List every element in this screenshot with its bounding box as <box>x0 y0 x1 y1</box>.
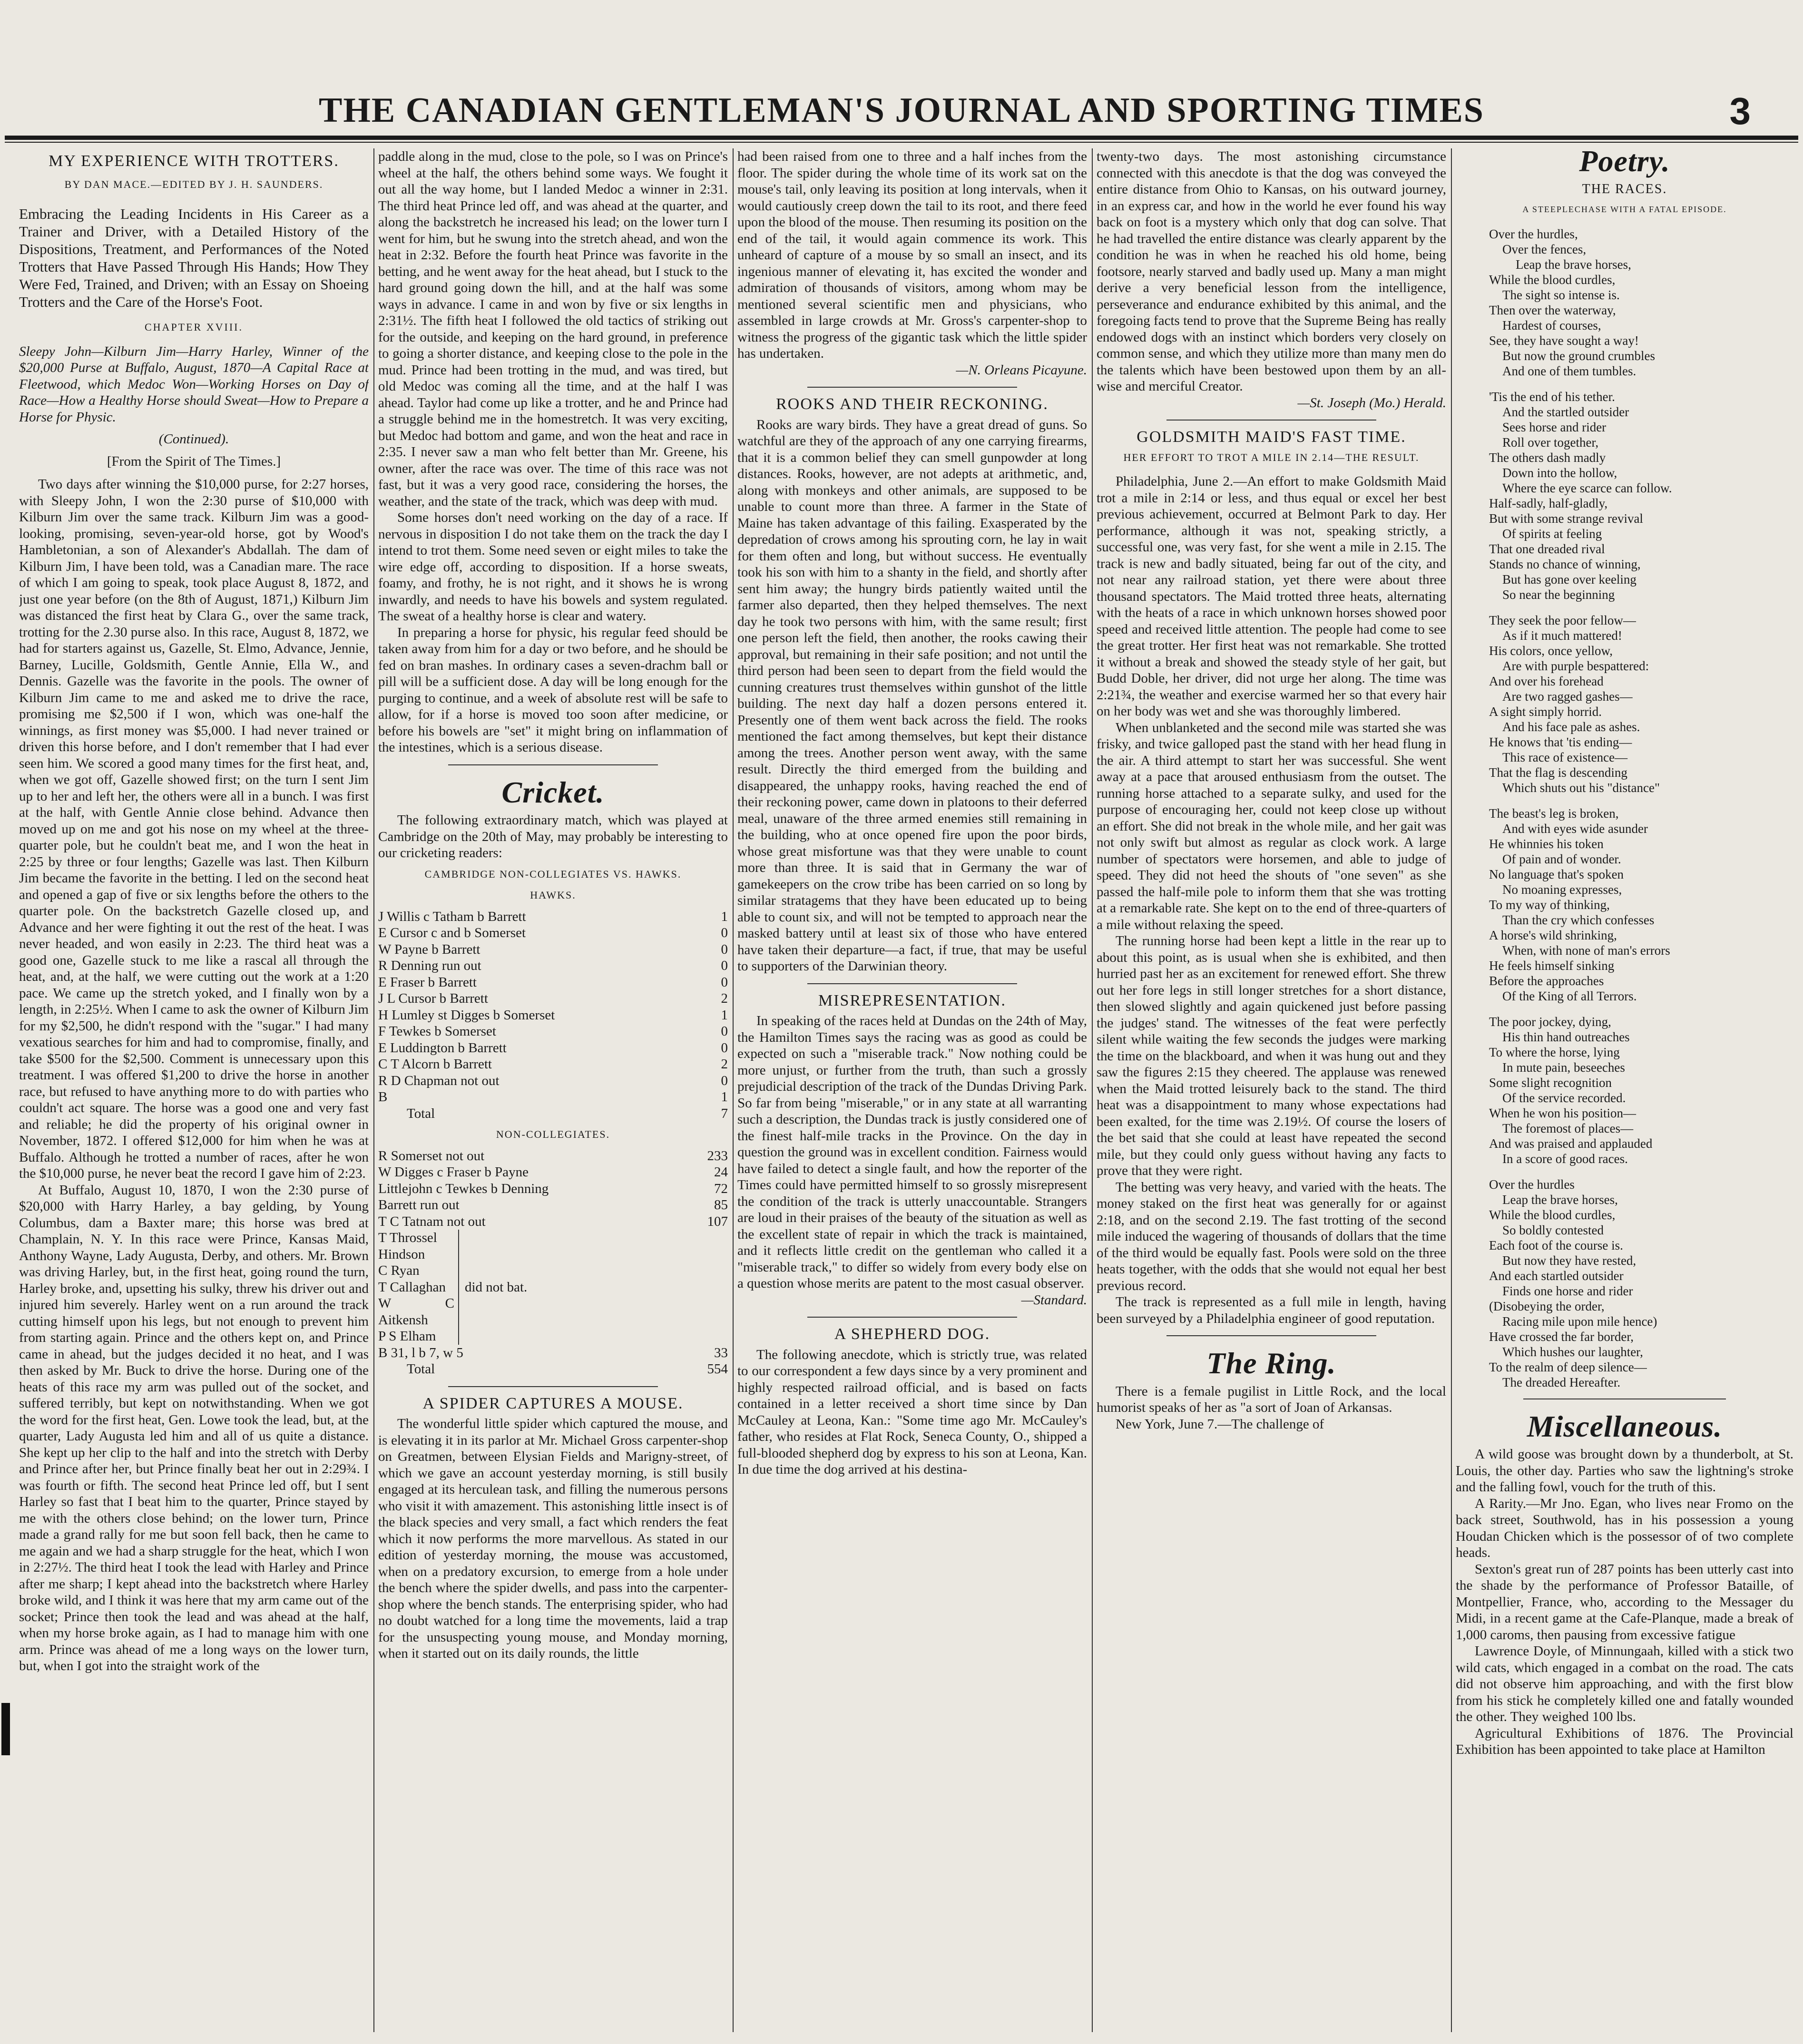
article-headline: A SPIDER CAPTURES A MOUSE. <box>422 1394 684 1412</box>
column-divider <box>1451 148 1452 2032</box>
scorecard-row <box>378 1148 728 1164</box>
article-headline: ROOKS AND THEIR RECKONING. <box>776 395 1048 413</box>
poem-line: Down into the hollow, <box>1502 465 1617 480</box>
poem-line: Of the King of all Terrors. <box>1502 988 1637 1003</box>
batter-score: 2 <box>721 1056 728 1072</box>
poem-line: Leap the brave horses, <box>1516 257 1631 272</box>
scorecard-total <box>378 1105 728 1122</box>
did-not-bat-names <box>378 1230 459 1345</box>
total-label: Total <box>407 1361 435 1377</box>
poem-line: Over the fences, <box>1502 242 1587 256</box>
scorecard-row <box>378 909 728 925</box>
scorecard-row <box>378 974 728 991</box>
did-not-bat-block <box>378 1230 728 1345</box>
batter-score: 24 <box>714 1164 728 1180</box>
poem-line: And his face pale as ashes. <box>1502 719 1640 734</box>
batter-name: W Payne b Barrett <box>378 941 480 957</box>
chapter-summary: Sleepy John—Kilburn Jim—Harry Harley, Winner of the $20,000 Purse at Buffalo, August, 1870—A Capital Race at Fleetwood, which Medoc Won—Working Horses on Day of Race—How a Healthy Horse should Sweat—How to Prepare a Horse for Physic. <box>19 343 369 425</box>
poem-line: The beast's leg is broken, <box>1489 806 1619 821</box>
scorecard-row <box>378 1040 728 1056</box>
paragraph: New York, June 7.—The challenge of <box>1116 1416 1324 1432</box>
poem-line: That the flag is descending <box>1489 765 1627 780</box>
batter-name: J L Cursor b Barrett <box>378 991 488 1006</box>
scorecard-row <box>378 1056 728 1073</box>
continued-note: (Continued). <box>158 431 229 447</box>
poem-title: THE RACES. <box>1582 181 1667 196</box>
team-title: HAWKS. <box>530 889 576 901</box>
poem-line: But has gone over keeling <box>1502 572 1636 587</box>
poem-line: Over the hurdles, <box>1489 226 1578 241</box>
byline: BY DAN MACE.—EDITED BY J. H. SAUNDERS. <box>64 178 323 190</box>
batter-score: 72 <box>714 1181 728 1196</box>
poem-line: He feels himself sinking <box>1489 958 1615 973</box>
batter-score: 33 <box>714 1345 728 1360</box>
poem-body <box>1456 226 1793 1390</box>
did-not-bat-label: did not bat. <box>465 1279 528 1295</box>
poem-line: See, they have sought a way! <box>1489 333 1639 348</box>
poem-line: Are with purple bespattered: <box>1502 658 1649 673</box>
article-headline: A SHEPHERD DOG. <box>834 1325 990 1343</box>
masthead-rule <box>5 136 1798 140</box>
poem-line: This race of existence— <box>1502 750 1628 764</box>
column-4 <box>1097 148 1446 2032</box>
did-not-bat-name: T Callaghan <box>378 1279 446 1295</box>
poem-line: Over the hurdles <box>1489 1177 1575 1192</box>
column-1 <box>19 148 369 2032</box>
poem-line: Of spirits at feeling <box>1502 526 1602 541</box>
stanza-break <box>1489 795 1793 806</box>
source-note: [From the Spirit of The Times.] <box>107 453 281 469</box>
scorecard-row <box>378 1023 728 1040</box>
poem-line: In mute pain, beseeches <box>1502 1060 1625 1075</box>
scan-margin-mark <box>1 1703 10 1755</box>
poem-line: To the realm of deep silence— <box>1489 1359 1647 1374</box>
chapter-heading: CHAPTER XVIII. <box>145 321 243 333</box>
batter-name: E Luddington b Barrett <box>378 1040 507 1056</box>
paragraph: At Buffalo, August 10, 1870, I won the 2:30 purse of $20,000 with Harry Harley, a bay gelding, by Young Columbus, dam a Baxter mare; this horse was bred at Champlain, N. Y. In this race were Prince, Kansas Maid, Anthony Wayne, Lady Augusta, Derby, and others. Mr. Brown was driving Harley, but, in the first heat, going round the turn, Harley broke, and, upsetting his sulky, threw his driver out and injured him severely. Harley went on a run around the track cutting himself upon his legs, but not enough to prevent him from starting again. Prince and the others kept on, and Prince came in ahead, but the judges decided it no heat, and I was then asked by Mr. Buck to drive the horse. During one of the heats of this race my arm was pulled out of the socket, and suffered terribly, but kept on notwithstanding. When we got the word for the first heat, Gen. Lowe took the lead, but, at the quarter, Lady Augusta led him and all of us quite a distance. She kept up her clip to the half and into the stretch with Derby and Prince after her, but Prince finally beat her out in 2:29¾. I was fourth or fifth. The second heat Prince led off, but I sent Harley so fast that I beat him to the quarter, Prince stayed by me with the others close behind; on the lower turn, Prince made a grand rally for me but soon fell back, then he came to me again and we had a sharp struggle for the heat, which I won in 2:27½. The third heat I took the lead with Harley and Prince after me sharp; I kept ahead into the backstretch where Harley broke wild, and I think it was here that my arm came out of the socket; Prince then took the lead and was ahead at the half, when my horse broke again, as I had to manage him with one arm. Prince was ahead of me a long ways on the lower turn, but, when I got into the straight work of the <box>19 1182 369 1673</box>
poem-line: But now they have rested, <box>1502 1253 1636 1268</box>
poem-line: When he won his position— <box>1489 1105 1636 1120</box>
batter-score: 85 <box>714 1197 728 1213</box>
poem-line: While the blood curdles, <box>1489 272 1616 287</box>
poem-line: And each startled outsider <box>1489 1268 1624 1283</box>
batter-score: 0 <box>721 1073 728 1088</box>
batter-name: J Willis c Tatham b Barrett <box>378 909 526 924</box>
poem-line: The dreaded Hereafter. <box>1502 1375 1621 1389</box>
paragraph: The following anecdote, which is strictly true, was related to our correspondent a few days since by a very prominent and highly respected railroad official, and is based on facts contained in a letter received a short time since by Dan McCauley at Leona, Kan.: "Some time ago Mr. McCauley's father, who resides at Flat Rock, Seneca County, O., shipped a full-blooded shepherd dog by express to his son at Leona, Kan. In due time the dog arrived at his destina- <box>737 1347 1087 1477</box>
section-rule <box>807 983 1017 984</box>
scorecard-row <box>378 1213 728 1230</box>
poem-line: Where the eye scarce can follow. <box>1502 480 1672 495</box>
paragraph: Rooks are wary birds. They have a great dread of guns. So watchful are they of the approach of any one carrying firearms, that it is a common belief they can smell gunpowder at long distances. Rooks, however, are not adepts at arithmetic, and, along with monkeys and other animals, are supposed to be unable to count more than three. A farmer in the State of Maine has taken advantage of this failing. Exasperated by the depredation of crows among his sprouting corn, he lay in wait for them often and long, but without success. He eventually took his son with him to a shanty in the field, and shortly after sent him away; the hungry birds patiently waited until the farmer also departed, then they helped themselves. The next day he took two persons with him, with the same result; first one person left the field, then another, the rooks cawing their approval, but remaining in their safe position; and not until the third person had been seen to depart from the field would the cunning creatures trust themselves within gunshot of the little building. The next day half a dozen persons entered it. Presently one of them went back across the field. The rooks mentioned the fact among themselves, but kept their distance among the trees. Another person went away, with the same result. Directly the third emerged from the building and disappeared, the unhappy rooks, having reached the end of their reckoning power, came down in platoons to their deferred meal, unaware of the three armed enemies still remaining in the building, who at once opened fire upon the poor birds, whose great misfortune was that they were unable to count more than three. It is said that in Germany the war of gamekeepers on the crow tribe has been carried on so long by similar stratagems that they have been educated up to being able to count six, and will not be tempted to approach near the masked battery until at least six of those who have entered have taken their departure—a fact, if true, that may be useful to supporters of the Darwinian theory. <box>737 417 1087 974</box>
batter-name: C T Alcorn b Barrett <box>378 1056 492 1072</box>
scorecard-row <box>378 1197 728 1213</box>
batter-name: F Tewkes b Somerset <box>378 1024 496 1039</box>
poem-line: To where the horse, lying <box>1489 1045 1620 1059</box>
paragraph: The track is represented as a full mile in length, having been surveyed by a Philadelphia engineer of good reputation. <box>1097 1294 1446 1326</box>
paragraph: The running horse had been kept a little in the rear up to about this point, as is usual when she is exhibited, and then hurried past her as an excitement for renewed effort. She threw out her fore legs in still longer stretches for a short distance, then slowed slightly and again quickened just before passing the judges' stand. The witnesses of the feat were perfectly silent while waiting the few seconds the judges were marking the time on the blackboard, and when it was hung out and they saw the figures 2:15 they cheered. The applause was renewed when the Maid trotted leisurely back to the stand. The third heat was a disappointment to many whose expectations had been exalted, for the time was 2.19½. Of course the losers of the bet said that she could at least have repeated the second mile, but they could only guess without having any facts to prove that they were right. <box>1097 933 1446 1178</box>
scorecard-hawks <box>378 909 728 1105</box>
total-value: 554 <box>707 1361 728 1377</box>
batter-name: B 31, l b 7, w 5 <box>378 1345 463 1360</box>
poem-line: Which shuts out his "distance" <box>1502 780 1660 795</box>
batter-score: 2 <box>721 991 728 1006</box>
poem-line: Which hushes our laughter, <box>1502 1344 1643 1359</box>
paragraph: Agricultural Exhibitions of 1876. The Provincial Exhibition has been appointed to take place at Hamilton <box>1456 1725 1793 1757</box>
poem-line: Then over the waterway, <box>1489 303 1616 317</box>
poem-line: And was praised and applauded <box>1489 1136 1653 1151</box>
paragraph: Lawrence Doyle, of Minnungaah, killed with a stick two wild cats, which engaged in a combat on the road. The cats did not observe him approaching, and with the first blow from his stick he completely killed one and fatally wounded the other. They weighed 100 lbs. <box>1456 1643 1793 1724</box>
paragraph: The following extraordinary match, which was played at Cambridge on the 20th of May, may probably be interesting to our cricketing readers: <box>378 812 728 861</box>
did-not-bat-name: C Ryan <box>378 1263 420 1278</box>
poem-subtitle: A STEEPLECHASE WITH A FATAL EPISODE. <box>1522 205 1727 214</box>
paragraph: A wild goose was brought down by a thunderbolt, at St. Louis, the other day. Parties who saw the lightning's stroke and the falling fowl, vouch for the truth of this. <box>1456 1447 1793 1495</box>
poem-line: His colors, once yellow, <box>1489 643 1613 658</box>
credit-line: —St. Joseph (Mo.) Herald. <box>1297 395 1446 411</box>
poem-line: Sees horse and rider <box>1502 420 1607 434</box>
poem-line: Half-sadly, half-gladly, <box>1489 496 1608 510</box>
batter-name: H Lumley st Digges b Somerset <box>378 1007 555 1023</box>
batter-score: 0 <box>721 925 728 940</box>
poem-line: Than the cry which confesses <box>1502 912 1655 927</box>
did-not-bat-name: Hindson <box>378 1246 425 1262</box>
poem-line: (Disobeying the order, <box>1489 1299 1605 1313</box>
poem-line: Roll over together, <box>1502 435 1599 450</box>
poem-line: And the startled outsider <box>1502 404 1629 419</box>
poem-line: Leap the brave horses, <box>1502 1192 1618 1207</box>
batter-name: T C Tatnam not out <box>378 1213 486 1229</box>
column-divider <box>1092 148 1093 2032</box>
batter-score: 0 <box>721 1024 728 1039</box>
poem-line: Hardest of courses, <box>1502 318 1601 333</box>
poem-line: Racing mile upon mile hence) <box>1502 1314 1657 1329</box>
scorecard-row <box>378 941 728 958</box>
article-subhead: HER EFFORT TO TROT A MILE IN 2.14—THE RESULT. <box>1123 451 1420 463</box>
batter-score: 1 <box>721 1089 728 1105</box>
section-rule <box>1166 1335 1376 1336</box>
poem-line: The foremost of places— <box>1502 1121 1634 1135</box>
total-value: 7 <box>721 1105 728 1121</box>
article-intro: Embracing the Leading Incidents in His Career as a Trainer and Driver, with a Detailed History of the Dispositions, Treatment, and Performances of the Noted Trotters that Have Passed Through His Hands; How They Were Fed, Trained, and Driven; with an Essay on Shoeing Trotters and the Care of the Horse's Foot. <box>19 205 369 310</box>
paragraph: Sexton's great run of 287 points has been utterly cast into the shade by the performance of Professor Bataille, of Montpellier, France, who, according to the Messager du Midi, in a recent game at the Cafe-Planque, made a break of 1,000 caroms, then pausing from excessive fatigue <box>1456 1561 1793 1643</box>
stanza-break <box>1489 379 1793 389</box>
stanza-break <box>1489 1004 1793 1014</box>
column-3 <box>737 148 1087 2032</box>
paragraph: had been raised from one to three and a half inches from the floor. The spider during the whole time of its work sat on the mouse's tail, only leaving its position at long intervals, when it would cautiously creep down the tail to its root, and there feed upon the blood of the mouse. Then resuming its position on the end of the tail, it would again commence its work. This unheard of capture of a mouse by so small an insect, and its ingenious manner of elevating it, has excited the wonder and admiration of thousands of visitors, among whom may be mentioned several scientific men and physicians, who assembled in large crowds at Mr. Gross's carpenter-shop to witness the progress of the gigantic task which the little spider has undertaken. <box>737 149 1087 361</box>
match-title: CAMBRIDGE NON-COLLEGIATES VS. HAWKS. <box>424 868 682 880</box>
paragraph: There is a female pugilist in Little Rock, and the local humorist speaks of her as "a sort of Joan of Arkansas. <box>1097 1383 1446 1415</box>
poem-line: And one of them tumbles. <box>1502 363 1636 378</box>
poem-line: Of the service recorded. <box>1502 1090 1626 1105</box>
paragraph: Some horses don't need working on the day of a race. If nervous in disposition I do not take them on the track the day I intend to trot them. Some need seven or eight miles to take the wire edge off, according to disposition. If a horse sweats, foamy, and frothy, he is not right, and it shows he is wrong inwardly, and needs to have his bowels and system regulated. The sweat of a healthy horse is clear and watery. <box>378 510 728 624</box>
scorecard-row <box>378 1164 728 1181</box>
credit-line: —Standard. <box>1021 1292 1087 1308</box>
scorecard-row <box>378 1073 728 1089</box>
scorecard-row <box>378 958 728 974</box>
poem-line: In a score of good races. <box>1502 1151 1628 1166</box>
stanza-break <box>1489 602 1793 613</box>
poem-line: They seek the poor fellow— <box>1489 613 1636 627</box>
scorecard-row <box>378 925 728 941</box>
article-headline: MY EXPERIENCE WITH TROTTERS. <box>49 152 339 170</box>
poem-line: No language that's spoken <box>1489 867 1624 881</box>
poem-line: A sight simply horrid. <box>1489 704 1602 719</box>
poem-line: Have crossed the far border, <box>1489 1329 1634 1344</box>
paragraph: The wonderful little spider which captured the mouse, and is elevating it in its parlor at Mr. Michael Gross carpenter-shop on Greatmen, between Elysian Fields and Marigny-street, of which we gave an account yesterday morning, is still busily engaged at its herculean task, and filling the numerous persons who visit it with amazement. This astonishing little insect is of the black species and very small, a fact which renders the feat which it now performs the more marvellous. As stated in our edition of yesterday morning, the mouse was accustomed, when on a predatory excursion, to emerge from a hole under the bench where the spider dwells, and pass into the carpenter-shop where the bench stands. The enterprising spider, who had no doubt watched for a long time the movements, laid a trap for the unsuspecting young mouse, and Monday morning, when it started out on its daily rounds, the little <box>378 1416 728 1661</box>
poem-line: Stands no chance of winning, <box>1489 557 1641 571</box>
batter-score: 1 <box>721 909 728 924</box>
paragraph: twenty-two days. The most astonishing circumstance connected with this anecdote is that the dog was conveyed the entire distance from Ohio to Kansas, on his outward journey, in an express car, and how in the world he ever found his way back on foot is a mystery which only that dog can solve. That he had travelled the entire distance was clearly apparent by the condition he was in when he reached his old home, being footsore, nearly starved and badly used up. Many a man might derive a very beneficial lesson from the intelligence, perseverance and endurance exhibited by this animal, and the foregoing facts tend to prove that the Supreme Being has really endowed dogs with an instinct which borders very closely on common sense, and which they utilize more than many men do the talents which have been bestowed upon them by an all-wise and merciful Creator. <box>1097 149 1446 394</box>
column-2 <box>378 148 728 2032</box>
scorecard-noncollegiates <box>378 1148 728 1230</box>
poem-line: But now the ground crumbles <box>1502 348 1655 363</box>
poem-line: To my way of thinking, <box>1489 897 1610 912</box>
batter-score: 107 <box>707 1213 728 1229</box>
poem-line: Are two ragged gashes— <box>1502 689 1633 704</box>
poem-line: His thin hand outreaches <box>1502 1029 1630 1044</box>
poem-line: Before the approaches <box>1489 973 1604 988</box>
poem-line: 'Tis the end of his tether. <box>1489 389 1615 404</box>
article-headline: GOLDSMITH MAID'S FAST TIME. <box>1137 428 1406 446</box>
did-not-bat-name: T Throssel <box>378 1230 437 1245</box>
scorecard-total <box>378 1361 728 1378</box>
batter-name: R Denning run out <box>378 958 481 973</box>
section-rule <box>1166 420 1376 421</box>
batter-score: 0 <box>721 1040 728 1056</box>
poem-line: And over his forehead <box>1489 674 1604 688</box>
masthead-rule-thin <box>5 142 1798 143</box>
scorecard-row <box>378 1345 728 1361</box>
stanza-break <box>1489 1166 1793 1177</box>
poem-line: The others dash madly <box>1489 450 1606 465</box>
poem-line: The poor jockey, dying, <box>1489 1014 1611 1029</box>
poem-line: So boldly contested <box>1502 1222 1604 1237</box>
paragraph: In speaking of the races held at Dundas on the 24th of May, the Hamilton Times says the racing was as good as could be expected on such a "miserable track." Now nothing could be more unjust, or further from the truth, than such a grossly prejudicial description of the track of the Dundas Driving Park. So far from being "miserable," or in any state at all warranting such a description, the Dundas track is justly considered one of the finest half-mile tracks in the Province. On the day in question the ground was in excellent condition. Fairness would have failed to detect a single fault, and how the reporter of the Times could have permitted himself to so grossly misrepresent the condition of the track is utterly unaccountable. Strangers are loud in their praises of the beauty of the situation as well as the excellent state of repair in which the track is maintained, and it reflects little credit on the gentleman who called it a "miserable track," to differ so widely from every body else on a question whose merits are patent to the most casual observer. <box>737 1013 1087 1291</box>
batter-name: W Digges c Fraser b Payne <box>378 1164 529 1180</box>
paragraph: In preparing a horse for physic, his regular feed should be taken away from him for a day or two before, and he should be fed on bran mashes. In ordinary cases a seven-drachm ball or pill will be a sufficient dose. A day will be long enough for the purging to continue, and a week of absolute rest will be safe to allow, for if a horse is moved too soon after medicine, or before his bowels are "set" it might bring on inflammation of the intestines, which is a serious disease. <box>378 625 728 755</box>
poem-line: Each foot of the course is. <box>1489 1238 1623 1252</box>
section-rule <box>448 1386 658 1387</box>
article-headline: MISREPRESENTATION. <box>818 991 1007 1009</box>
did-not-bat-name: W C Aitkensh <box>378 1296 454 1328</box>
page-number: 3 <box>1729 90 1751 132</box>
column-divider <box>733 148 734 2032</box>
batter-name: R Somerset not out <box>378 1148 485 1164</box>
poem-line: No moaning expresses, <box>1502 882 1622 897</box>
paragraph: Two days after winning the $10,000 purse, for 2:27 horses, with Sleepy John, I won the 2:30 purse of $10,000 with Kilburn Jim over the same track. Kilburn Jim was a good-looking, promising, seven-year-old horse, got by Wood's Hambletonian, a son of Alexander's Abdallah. The dam of Kilburn Jim, I have been told, was a Canadian mare. The race of which I am going to speak, took place August 8, 1872, and just one year before (on the 8th of August, 1871,) Kilburn Jim was distanced the first heat by Clara G., over the same track, trotting for the 2.30 purse also. In this race, August 8, 1872, we had for starters against us, Gazelle, St. Elmo, Advance, Jennie, Barney, Lucille, Goldsmith, Gentle Annie, Ella W., and Dennis. Gazelle was the favorite in the pools. The owner of Kilburn Jim came to me and asked me to drive the race, promising me $2,500 if I won, which was one-half the winnings, as first money was $5,000. I had never trained or driven this horse before, and I don't remember that I had ever seen him. We scored a good many times for the first heat, and, when we got off, Gazelle showed first; on the turn I sent Jim up to her and left her, the others were all in a bunch. I was first at the half, with Gentle Annie close behind. Advance then moved up on me and got his nose on my wheel at the three-quarter pole, but he couldn't beat me, and I won the heat in 2:25 by three or four lengths; Gazelle was last. Then Kilburn Jim became the favorite in the betting. I led on the second heat and opened a gap of five or six lengths before the others to the quarter pole. On the backstretch Gazelle closed up, and Advance and her were fighting it out the rest of the heat. I was never headed, and won easily in 2:23. The third heat was a good one, Gazelle stuck to me like a rascal all through the heat, and, at the half, we were cutting out the work at a 1:20 pace. We came up the stretch yoked, and I finally won by a length, in 2:25½. When I came to ask the owner of Kilburn Jim for my $2,500, he didn't respond with the "sugar." I had many vexatious searches for him and had to compromise, finally, and take $500 for the $2,500. Comment is unnecessary upon this treatment. I was offered $1,200 to drive the horse in another race, but refused to have anything more to do with parties who couldn't act square. The horse was a good one and very fast and reliable; he did the property of his original owner in November, 1872. I offered $12,000 for him when he was at Buffalo. Although he trotted a number of races, after he won the $10,000 purse, he never beat the record I gave him of 2:23. <box>19 477 369 1181</box>
paragraph: Philadelphia, June 2.—An effort to make Goldsmith Maid trot a mile in 2:14 or less, and thus equal or excel her best previous achievement, occurred at Belmont Park to day. Her performance, although it was not, speaking strictly, a successful one, was very fast, for she went a mile in 2.15. The track is new and badly situated, being far out of the city, and not near any railroad station, yet there were about three thousand spectators. The Maid trotted three heats, alternating with the heats of a race in which unknown horses showed poor speed and received little attention. The people had come to see the great trotter. Her first heat was not remarkable. She trotted it without a break and showed the steady style of her gait, but Budd Doble, her driver, did not urge her along. The time was 2:21¾, the weather and exercise warmed her so that every hair on her body was wet and she was thoroughly limbered. <box>1097 474 1446 719</box>
batter-score: 1 <box>721 1007 728 1023</box>
poem-line: While the blood curdles, <box>1489 1207 1616 1222</box>
poem-line: He whinnies his token <box>1489 836 1604 851</box>
paragraph: When unblanketed and the second mile was started she was frisky, and twice galloped past the stand with her head flung in the air. A third attempt to start her was successful. She went away at a pace that aroused enthusiasm from the outset. The running horse attached to a separate sulky, and used for the purpose of encouraging her, could not keep close up without an effort. She did not break in the whole mile, and her gait was not only swift but almost as regular as clock work. A large number of spectators were horsemen, and able to judge of speed. They did not heed the shouts of "one seven" as she passed the half-mile pole to inform them that she was trotting at a remarkable rate. She kept on to the end of three-quarters of a mile without relaxing the speed. <box>1097 720 1446 932</box>
section-rule <box>807 387 1017 388</box>
section-rule <box>448 764 658 765</box>
column-divider <box>373 148 374 2032</box>
poem-line: When, with none of man's errors <box>1502 943 1670 958</box>
poem-line: He knows that 'tis ending— <box>1489 734 1632 749</box>
credit-line: —N. Orleans Picayune. <box>956 362 1087 378</box>
poem-line: But with some strange revival <box>1489 511 1643 526</box>
scorecard-row <box>378 1089 728 1105</box>
poem-line: Of pain and of wonder. <box>1502 851 1621 866</box>
section-rule <box>807 1317 1017 1318</box>
poem-line: That one dreaded rival <box>1489 541 1605 556</box>
batter-score: 0 <box>721 974 728 990</box>
poem-line: And with eyes wide asunder <box>1502 821 1648 836</box>
batter-name: Barrett run out <box>378 1197 460 1213</box>
poem-line: The sight so intense is. <box>1502 287 1620 302</box>
poem-line: Finds one horse and rider <box>1502 1283 1633 1298</box>
column-5 <box>1456 148 1793 2032</box>
total-label: Total <box>407 1105 435 1121</box>
batter-name: Littlejohn c Tewkes b Denning <box>378 1181 549 1196</box>
team-title: NON-COLLEGIATES. <box>496 1128 610 1140</box>
scorecard-row <box>378 990 728 1007</box>
scorecard-row <box>378 1007 728 1024</box>
batter-name: B <box>378 1089 388 1105</box>
poem-line: Some slight recognition <box>1489 1075 1612 1090</box>
section-heading-poetry: Poetry. <box>1579 148 1670 178</box>
batter-name: E Cursor c and b Somerset <box>378 925 526 940</box>
batter-name: E Fraser b Barrett <box>378 974 477 990</box>
poem-line: A horse's wild shrinking, <box>1489 928 1617 942</box>
batter-score: 233 <box>707 1148 728 1164</box>
batter-name: R D Chapman not out <box>378 1073 500 1088</box>
batter-score: 0 <box>721 958 728 973</box>
section-heading-miscellaneous: Miscellaneous. <box>1527 1409 1723 1443</box>
paragraph: paddle along in the mud, close to the pole, so I was on Prince's wheel at the half, the others behind some ways. We fought it out all the way home, but I landed Medoc a winner in 2:31. The third heat Prince led off, and was ahead at the quarter, and along the backstretch he increased his lead; on the lower turn I went for him, but he swung into the stretch ahead, and won the heat in 2:32. Before the fourth heat Prince was favorite in the betting, and he went away for the heat ahead, but I stuck to the hard ground going down the hill, and at the half was some ways in advance. I came in and won by five or six lengths in 2:31½. The fifth heat I followed the old tactics of striking out for the outside, and keeping on the hard ground, in preference to going a shorter distance, and keeping close to the pole in the mud. Prince had been trotting in the mud, and was tired, but old Medoc was coming all the time, and at the half I was ahead. Taylor had come up like a trotter, and he and Prince had a struggle behind me in the homestretch. It was very exciting, but Medoc had bottom and game, and won the heat and race in 2:35. I never saw a man who felt better than Mr. Greene, his owner, after the race was over. The time of this race was not fast, but it was a very good race, considering the horses, the weather, and the state of the track, which was deep with mud. <box>378 149 728 509</box>
paragraph: A Rarity.—Mr Jno. Egan, who lives near Fromo on the back street, Southwold, has in his possession a young Houdan Chicken which is the possessor of of two complete heads. <box>1456 1496 1793 1560</box>
poem-line: As if it much mattered! <box>1502 628 1622 643</box>
paragraph: The betting was very heavy, and varied with the heats. The money staked on the first heat was generally for or against 2:18, and on the second 2.19. The fast trotting of the second mile induced the wagering of thousands of dollars that the time of the third would be equally fast. Pools were sold on the three heats together, with the odds that she would not equal her best previous record. <box>1097 1179 1446 1293</box>
poem-line: So near the beginning <box>1502 587 1615 602</box>
batter-score: 0 <box>721 941 728 957</box>
section-heading-cricket: Cricket. <box>501 775 605 809</box>
section-heading-ring: The Ring. <box>1206 1346 1336 1380</box>
did-not-bat-name: P S Elham <box>378 1329 436 1344</box>
masthead: THE CANADIAN GENTLEMAN'S JOURNAL AND SPORTING TIMES <box>319 91 1484 130</box>
scorecard-row <box>378 1181 728 1197</box>
